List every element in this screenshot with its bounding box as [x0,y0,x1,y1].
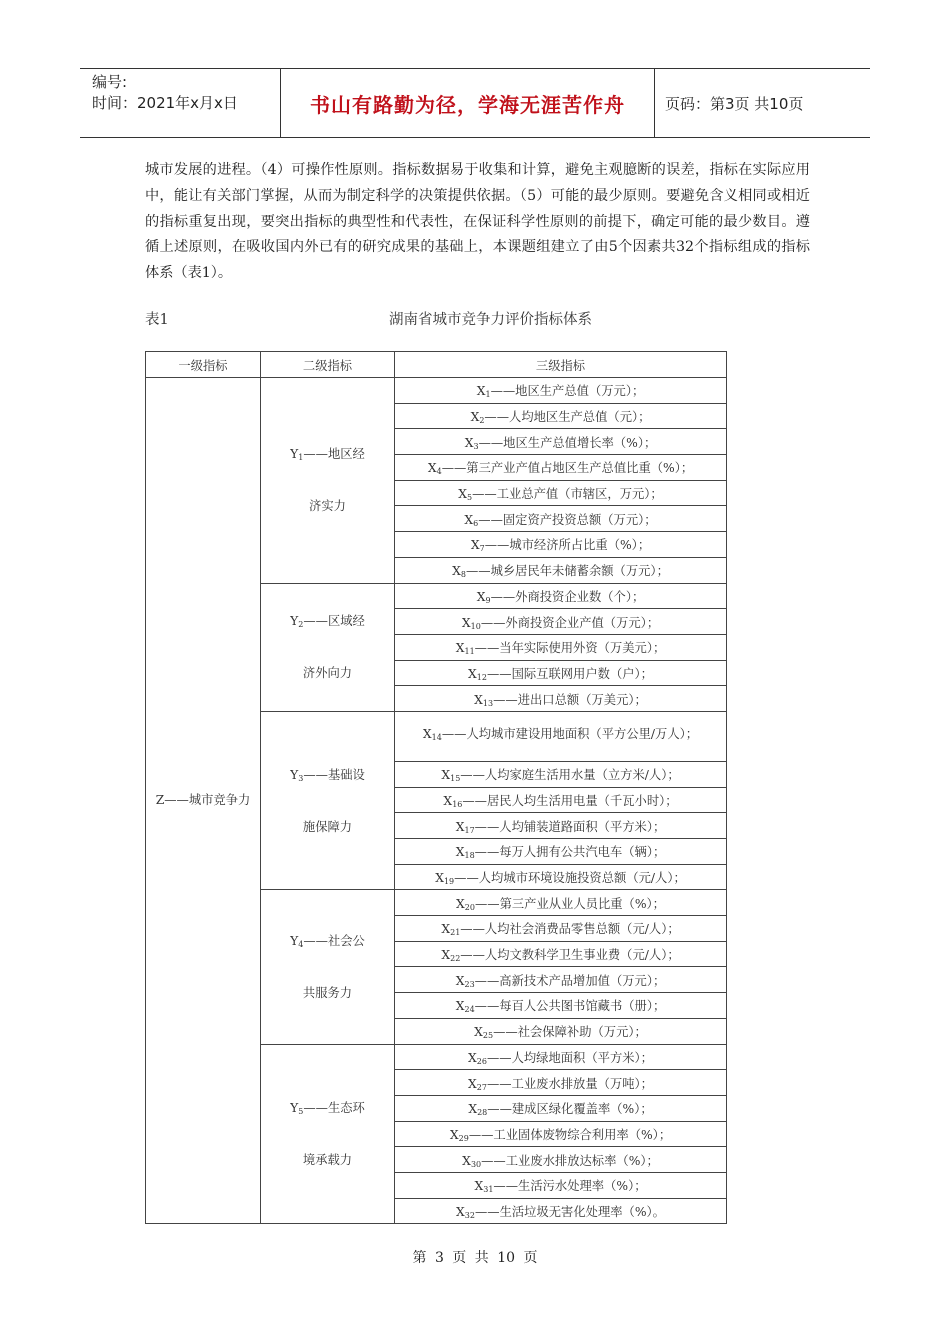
level1-text: Z——城市竞争力 [155,793,251,808]
level2-cell-y5 [261,1044,395,1224]
body-paragraph [145,158,810,287]
header-level1: 一级指标 [146,352,261,378]
level3-indicator-x29: $X_{29}——$工业固体废物综合利用率（%）； [395,1121,727,1147]
page-footer: 第 3 页 共 10 页 [412,1250,538,1266]
page-header [80,68,870,138]
level2-text: $Y_5——$生态环境承载力 [290,1100,365,1167]
table-title: 湖南省城市竞争力评价指标体系 [389,312,592,328]
level2-cell-y3 [261,711,395,889]
level3-indicator-x27: $X_{27}——$工业废水排放量（万吨）； [395,1070,727,1096]
level3-indicator-x23: $X_{23}——$高新技术产品增加值（万元）； [395,967,727,993]
level3-indicator-x20: $X_{20}——$第三产业从业人员比重（%）； [395,890,727,916]
document-date-label: 时间：2021年x月x日 [92,94,238,112]
table-row [146,378,727,404]
level3-indicator-x2: $X_2——$人均地区生产总值（元）； [395,403,727,429]
level3-indicator-x24: $X_{24}——$每百人公共图书馆藏书（册）； [395,993,727,1019]
level3-indicator-x30: $X_{30}——$工业废水排放达标率（%）； [395,1147,727,1173]
level1-cell [146,378,261,1224]
level3-indicator-x15: $X_{15}——$人均家庭生活用水量（立方米/人）； [395,761,727,787]
level2-cell-y2 [261,583,395,711]
indicator-table [145,351,727,1224]
level2-text: $Y_4——$社会公共服务力 [290,933,365,1000]
level2-text: $Y_1——$地区经济实力 [290,447,365,514]
table-number: 表1 [145,312,169,328]
table-body [146,378,727,1224]
level2-text: $Y_2——$区域经济外向力 [290,614,365,681]
level3-indicator-x8: $X_8——$城乡居民年未储蓄余额（万元）； [395,557,727,583]
header-meta [80,69,281,137]
header-level2: 二级指标 [261,352,395,378]
header-page-info: 页码：第3页 共10页 [665,94,804,113]
level3-indicator-x4: $X_4——$第三产业产值占地区生产总值比重（%）； [395,455,727,481]
level3-indicator-x26: $X_{26}——$人均绿地面积（平方米）； [395,1044,727,1070]
paragraph-text: 城市发展的进程。（4）可操作性原则。指标数据易于收集和计算，避免主观臆断的误差，指标在实际应用中，能让有关部门掌握，从而为制定科学的决策提供依据。（5）可能的最少原则。要避免含义相同或相近的指标重复出现，要突出指标的典型性和代表性，在保证科学性原则的前提下，确定可能的最少数目。遵循上述原则，在吸收国内外已有的研究成果的基础上，本课题组建立了由5个因素共32个指标组成的指标体系（表1）。 [145,162,810,282]
level2-cell-y4 [261,890,395,1044]
header-level3: 三级指标 [395,352,727,378]
table-header-row [146,352,727,378]
level2-cell-y1 [261,378,395,584]
level3-indicator-x1: $X_1——$地区生产总值（万元）； [395,378,727,404]
level3-indicator-x21: $X_{21}——$人均社会消费品零售总额（元/人）； [395,916,727,942]
level3-indicator-x10: $X_{10}——$外商投资企业产值（万元）； [395,609,727,635]
level3-indicator-x16: $X_{16}——$居民人均生活用电量（千瓦小时）； [395,787,727,813]
level3-indicator-x12: $X_{12}——$国际互联网用户数（户）； [395,660,727,686]
level3-indicator-x3: $X_3——$地区生产总值增长率（%）； [395,429,727,455]
header-motto: 书山有路勤为径，学海无涯苦作舟 [281,69,655,137]
document-number-label: 编号: [92,73,128,91]
level3-indicator-x5: $X_5——$工业总产值（市辖区，万元）； [395,480,727,506]
level3-indicator-x7: $X_7——$城市经济所占比重（%）； [395,532,727,558]
level3-indicator-x13: $X_{13}——$进出口总额（万美元）； [395,686,727,712]
level3-indicator-x11: $X_{11}——$当年实际使用外资（万美元）； [395,634,727,660]
level3-indicator-x19: $X_{19}——$人均城市环境设施投资总额（元/人）； [395,864,727,890]
level3-indicator-x18: $X_{18}——$每万人拥有公共汽电车（辆）； [395,839,727,865]
level3-indicator-x32: $X_{32}——$生活垃圾无害化处理率（%）。 [395,1198,727,1224]
level3-indicator-x14: $X_{14}——$人均城市建设用地面积（平方公里/万人）； [395,711,727,761]
level3-indicator-x31: $X_{31}——$生活污水处理率（%）； [395,1172,727,1198]
level3-indicator-x25: $X_{25}——$社会保障补助（万元）； [395,1018,727,1044]
level3-indicator-x9: $X_9——$外商投资企业数（个）； [395,583,727,609]
level3-indicator-x6: $X_6——$固定资产投资总额（万元）； [395,506,727,532]
level3-indicator-x22: $X_{22}——$人均文教科学卫生事业费（元/人）； [395,941,727,967]
level2-text: $Y_3——$基础设施保障力 [290,767,365,834]
level3-indicator-x17: $X_{17}——$人均铺装道路面积（平方米）； [395,813,727,839]
level3-indicator-x28: $X_{28}——$建成区绿化覆盖率（%）； [395,1095,727,1121]
